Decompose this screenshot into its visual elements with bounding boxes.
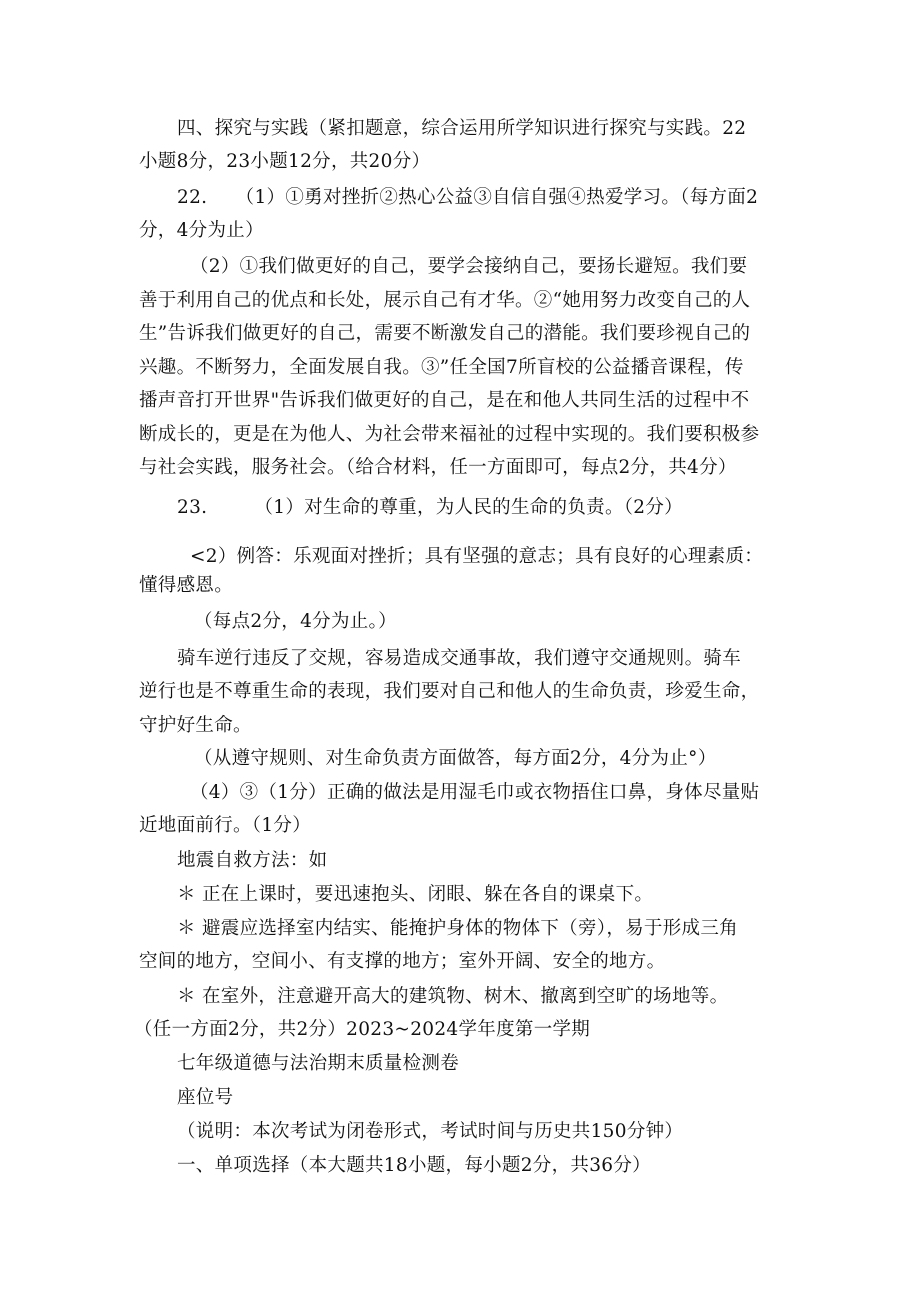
quake-tips-title: 地震自救方法：如	[177, 850, 328, 871]
exam-instructions: （说明：本次考试为闭卷形式，考试时间与历史共150分钟）	[177, 1121, 684, 1142]
section4-heading-line2: 小题8分，23小题12分，共20分）	[139, 151, 431, 172]
quake-tip-3: ＊ 在室外，注意避开高大的建筑物、树木、撤离到空旷的场地等。	[177, 986, 729, 1007]
seat-number-label: 座位号	[177, 1087, 234, 1108]
q23-part1: 23. （1）对生命的尊重，为人民的生命的负责。（2分）	[177, 497, 683, 518]
q22-part1-line1: 22. （1）①勇对挫折②热心公益③自信自强④热爱学习。（每方面2	[177, 187, 759, 208]
q23-part4-line1: （4）③（1分）正确的做法是用湿毛巾或衣物捂住口鼻，身体尽量贴	[190, 782, 760, 803]
q22-part2-line7: 与社会实践，服务社会。（给合材料，任一方面即可，每点2分，共4分）	[139, 457, 737, 478]
q23-part3-line1: 骑车逆行违反了交规，容易造成交通事故，我们遵守交通规则。骑车	[177, 648, 742, 669]
exam-title: 七年级道德与法治期末质量检测卷	[177, 1053, 460, 1074]
score-and-term-line: （任一方面2分，共2分）2023~2024学年度第一学期	[134, 1019, 591, 1040]
q23-part2-line2: 懂得感恩。	[139, 575, 234, 596]
q23-part2-note: （每点2分，4分为止。）	[194, 611, 397, 632]
q22-part2-line3: 生”告诉我们做更好的自己，需要不断激发自己的潜能。我们要珍视自己的	[139, 323, 751, 344]
q23-part4-line2: 近地面前行。（1分）	[139, 815, 312, 836]
q23-part3-line2: 逆行也是不尊重生命的表现，我们要对自己和他人的生命负责，珍爱生命，	[139, 681, 760, 702]
q23-part3-line3: 守护好生命。	[139, 715, 252, 736]
quake-tip-2-line2: 空间的地方，空间小、有支撑的地方；室外开阔、安全的地方。	[139, 951, 666, 972]
q23-part3-note: （从遵守规则、对生命负责方面做答，每方面2分，4分为止°）	[194, 748, 717, 769]
quake-tip-2-line1: ＊ 避震应选择室内结实、能掩护身体的物体下（旁），易于形成三角	[177, 918, 738, 939]
q22-part1-line2: 分，4分为止）	[139, 220, 264, 241]
q22-part2-line5: 播声音打开世界"告诉我们做更好的自己，是在和他人共同生活的过程中不	[139, 390, 750, 411]
section4-heading-line1: 四、探究与实践（紧扣题意，综合运用所学知识进行探究与实践。22	[177, 118, 747, 139]
q23-part2-line1: <2）例答：乐观面对挫折；具有坚强的意志；具有良好的心理素质：	[190, 546, 764, 567]
q22-part2-line6: 断成长的，更是在为他人、为社会带来福祉的过程中实现的。我们要积极参	[139, 424, 760, 445]
q22-part2-line4: 兴趣。不断努力，全面发展自我。③”任全国7所盲校的公益播音课程，传	[139, 357, 744, 378]
q22-part2-line2: 善于利用自己的优点和长处，展示自己有才华。②“她用努力改变自己的人	[139, 290, 751, 311]
quake-tip-1: ＊ 正在上课时，要迅速抱头、闭眼、躲在各自的课桌下。	[177, 884, 654, 905]
q22-part2-line1: （2）①我们做更好的自己，要学会接纳自己，要扬长避短。我们要	[190, 256, 748, 277]
section1-heading: 一、单项选择（本大题共18小题，每小题2分，共36分）	[177, 1155, 651, 1176]
